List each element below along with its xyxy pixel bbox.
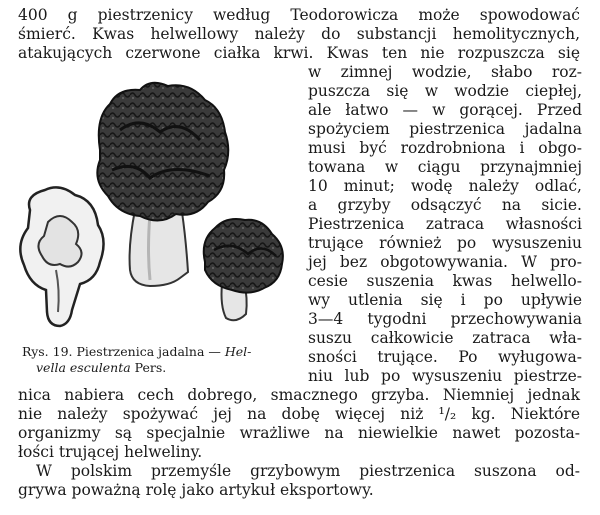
caption-latin-2: vella esculenta <box>36 360 131 375</box>
bottom-line-5: W polskim przemyśle grzybowym piestrzenica suszona od- <box>36 462 580 480</box>
right-line-1: w zimnej wodzie, słabo roz- <box>308 63 582 81</box>
right-line-4: spożyciem piestrzenica jadalna <box>308 120 582 138</box>
text-line-2: śmierć. Kwas helwellowy należy do substancji hemolitycznych, <box>18 25 580 43</box>
mushroom-section-figure <box>20 187 103 326</box>
right-line-11: jej bez obgotowywania. W pro- <box>308 253 582 271</box>
right-line-5: musi być rozdrobniona i obgo- <box>308 139 582 157</box>
caption-latin-1: Hel- <box>224 344 252 359</box>
bottom-line-2: nie należy spożywać jej na dobę więcej niż ¹/₂ kg. Niektóre <box>18 405 580 423</box>
figure-caption-line-2 <box>36 360 166 376</box>
mushroom-small-figure <box>204 219 283 320</box>
right-line-14: 3—4 tygodni przechowywania <box>308 310 582 328</box>
right-line-16: sności trujące. Po wyługowa- <box>308 348 582 366</box>
caption-prefix: Rys. 19. Piestrzenica jadalna — <box>22 344 225 359</box>
bottom-line-1: nica nabiera cech dobrego, smacznego grzyba. Niemniej jednak <box>18 386 580 404</box>
right-line-10: trujące również po wysuszeniu <box>308 234 582 252</box>
right-line-17: niu lub po wysuszeniu piestrze- <box>308 367 582 385</box>
right-line-13: wy utlenia się i po upływie <box>308 291 582 309</box>
bottom-line-4: łości trującej helweliny. <box>18 443 203 461</box>
right-line-12: cesie suszenia kwas helwello- <box>308 272 582 290</box>
text-line-3: atakujących czerwone ciałka krwi. Kwas ten nie rozpuszcza się <box>18 44 580 62</box>
figure-caption-line-1 <box>22 344 251 360</box>
right-line-8: a grzyby odsączyć na sicie. <box>308 196 582 214</box>
mushroom-illustration <box>0 0 300 340</box>
text-line-1: 400 g piestrzenicy według Teodorowicza może spowodować <box>18 6 580 24</box>
bottom-line-3: organizmy są specjalnie wrażliwe na niewielkie nawet pozosta- <box>18 424 580 442</box>
right-line-3: ale łatwo — w gorącej. Przed <box>308 101 582 119</box>
right-line-7: 10 minut; wodę należy odlać, <box>308 177 582 195</box>
right-line-6: towana w ciągu przynajmniej <box>308 158 582 176</box>
caption-suffix: Pers. <box>130 360 167 375</box>
bottom-line-6: grywa poważną rolę jako artykuł eksportowy. <box>18 481 374 499</box>
right-line-9: Piestrzenica zatraca własności <box>308 215 582 233</box>
right-line-2: puszcza się w wodzie ciepłej, <box>308 82 582 100</box>
right-line-15: suszu całkowicie zatraca wła- <box>308 329 582 347</box>
